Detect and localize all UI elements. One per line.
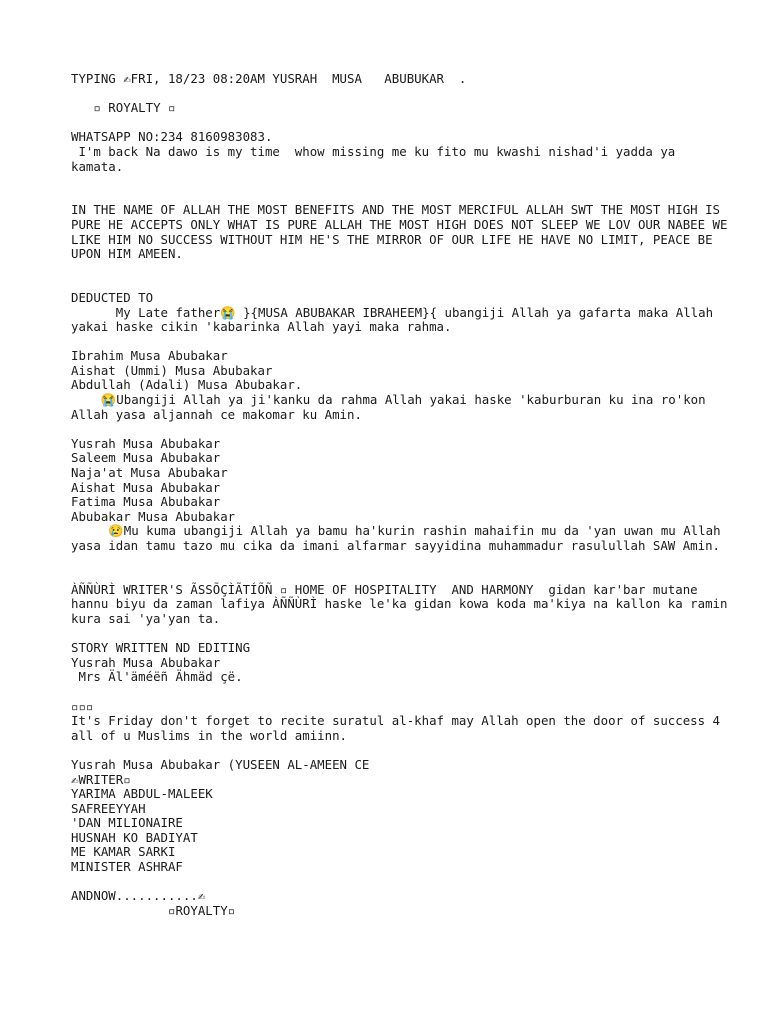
- blank-line: [71, 276, 731, 291]
- name-line: Yusrah Musa Abubakar: [71, 435, 221, 451]
- blank-line: [71, 743, 731, 758]
- work-title: ME KAMAR SARKI: [71, 844, 176, 860]
- name-line: Abdullah (Adali) Musa Abubakar.: [71, 377, 303, 393]
- blank-line: [71, 875, 731, 890]
- credit-name: Mrs Äl'äméëñ Ähmäd çë.: [71, 669, 243, 685]
- royalty-footer: ▫ROYALTY▫: [71, 902, 236, 918]
- andnow-line: ANDNOW...........✍: [71, 888, 206, 904]
- work-title: 'DAN MILIONAIRE: [71, 815, 183, 831]
- blank-line: [71, 116, 731, 131]
- friday-reminder: It's Friday don't forget to recite suratul al-khaf may Allah open the door of success 4 all of u Muslims in the world amiinn.: [71, 713, 728, 743]
- blank-line: [71, 189, 731, 204]
- name-line: Saleem Musa Abubakar: [71, 450, 221, 466]
- dedication-father: My Late father😭 }{MUSA ABUBAKAR IBRAHEEM}{ ubangiji Allah ya gafarta maka Allah yakai haske cikin 'kabarinka Allah yayi maka rahma.: [71, 304, 721, 335]
- name-line: Aishat (Ummi) Musa Abubakar: [71, 362, 273, 378]
- work-title: YARIMA ABDUL-MALEEK: [71, 786, 213, 802]
- association-paragraph: ÀÑÑÙRÌ WRITER'S ÃSSÕÇÌÃTÍÕÑ ▫ HOME OF HOSPITALITY AND HARMONY gidan kar'bar mutane hannu biyu da zaman lafiya ÀÑÑÙRÌ haske le'ka gidan kowa koda ma'kiya na kallon ka ramin kura sai 'ya'yan ta.: [71, 581, 735, 626]
- header-line: TYPING ✍FRI, 18/23 08:20AM YUSRAH MUSA ABUBUKAR .: [71, 71, 467, 86]
- document-page: [71, 71, 735, 918]
- blank-line: [71, 685, 731, 700]
- work-title: HUSNAH KO BADIYAT: [71, 829, 198, 845]
- whatsapp-line: WHATSAPP NO:234 8160983083.: [71, 129, 273, 145]
- dedication-heading: DEDUCTED TO: [71, 289, 154, 305]
- intro-paragraph: I'm back Na dawo is my time whow missing me ku fito mu kwashi nishad'i yadda ya kamata.: [71, 143, 683, 174]
- blank-line: [71, 335, 731, 350]
- credits-heading: STORY WRITTEN ND EDITING: [71, 640, 251, 656]
- name-line: Abubakar Musa Abubakar: [71, 508, 236, 524]
- writer-line: Yusrah Musa Abubakar (YUSEEN AL-AMEEN CE: [71, 756, 370, 772]
- blank-line: [71, 174, 731, 189]
- work-title: MINISTER ASHRAF: [71, 859, 183, 875]
- name-line: Naja'at Musa Abubakar: [71, 465, 228, 481]
- writer-label: ✍WRITER▫: [71, 771, 131, 787]
- invocation-paragraph: IN THE NAME OF ALLAH THE MOST BENEFITS AND THE MOST MERCIFUL ALLAH SWT THE MOST HIGH IS PURE HE ACCEPTS ONLY WHAT IS PURE ALLAH THE MOST HIGH DOES NOT SLEEP WE LOV OUR NABEE WE LIKE HIM NO SUCCESS WITHOUT HIM HE'S THE MIRROR OF OUR LIFE HE HAVE NO LIMIT, PEACE BE UPON HIM AMEEN.: [71, 202, 735, 262]
- credit-name: Yusrah Musa Abubakar: [71, 654, 221, 670]
- blank-line: [71, 87, 731, 102]
- blank-line: [71, 554, 731, 569]
- name-line: Ibrahim Musa Abubakar: [71, 348, 228, 364]
- prayer-paragraph: 😢Mu kuma ubangiji Allah ya bamu ha'kurin rashin mahaifin mu da 'yan uwan mu Allah yasa idan tamu tazo mu cika da imani alfarmar sayyidina muhammadur rasulullah SAW Amin.: [71, 523, 728, 553]
- separator-squares: ▫▫▫: [71, 698, 94, 714]
- blank-line: [71, 262, 731, 277]
- blank-line: [71, 627, 731, 642]
- name-line: Aishat Musa Abubakar: [71, 479, 221, 495]
- work-title: SAFREEYYAH: [71, 800, 146, 816]
- blank-line: [71, 568, 731, 583]
- royalty-title: ▫ ROYALTY ▫: [71, 100, 176, 116]
- prayer-paragraph: 😭Ubangiji Allah ya ji'kanku da rahma Allah yakai haske 'kaburburan ku ina ro'kon Allah yasa aljannah ce makomar ku Amin.: [71, 392, 714, 422]
- blank-line: [71, 422, 731, 437]
- name-line: Fatima Musa Abubakar: [71, 494, 221, 510]
